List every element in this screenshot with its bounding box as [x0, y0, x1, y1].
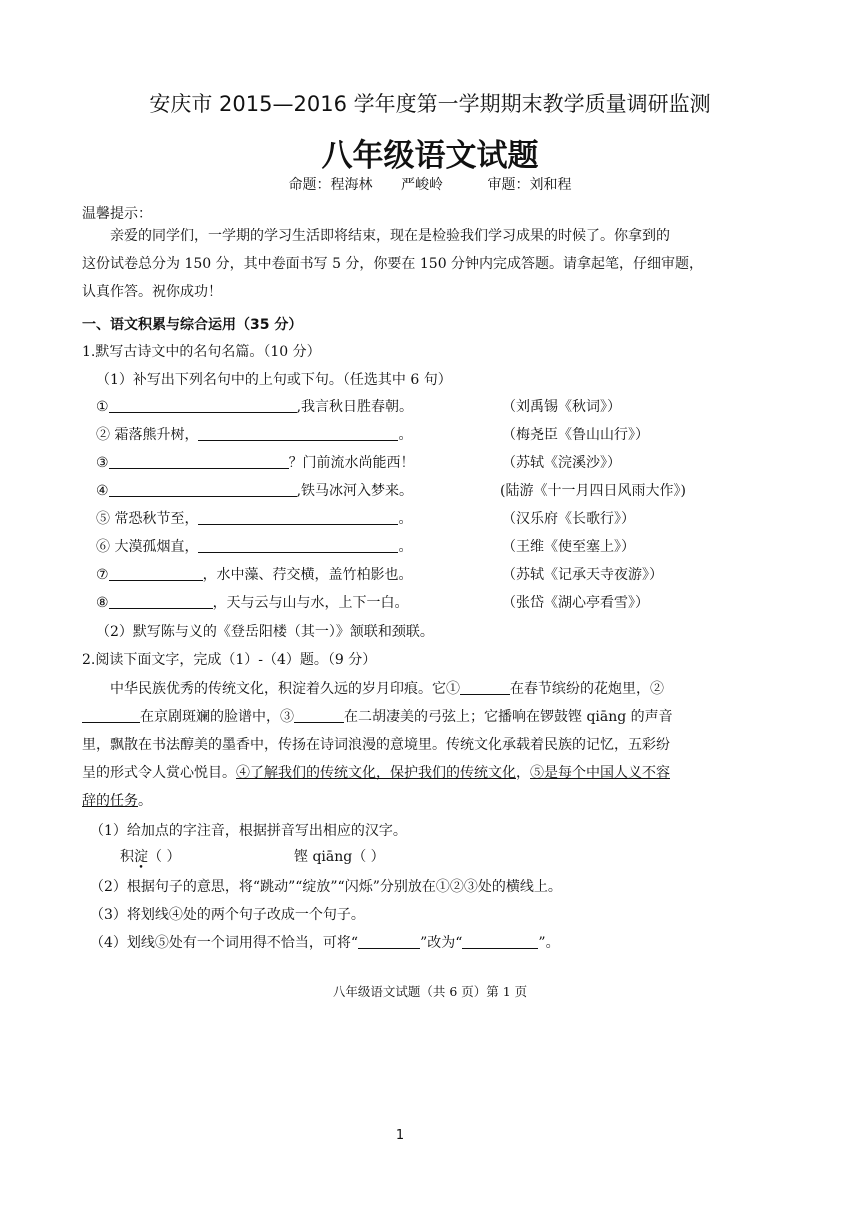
- underlined-sentence-5: ⑤是每个中国人义不容: [530, 765, 670, 781]
- answer-blank[interactable]: [462, 932, 538, 949]
- poem-source: （汉乐府《长歌行》）: [502, 511, 635, 527]
- item-number: ⑧: [96, 595, 109, 611]
- poem-row: [82, 449, 782, 477]
- author-second: 严峻岭: [401, 177, 443, 193]
- poem-text: 。: [398, 427, 413, 443]
- answer-blank[interactable]: [198, 508, 398, 525]
- item-number: ⑦: [96, 567, 109, 583]
- answer-blank[interactable]: [82, 706, 140, 723]
- answer-blank[interactable]: [358, 932, 420, 949]
- sub-question-4: [90, 932, 560, 952]
- tip-line: 亲爱的同学们，一学期的学习生活即将结束，现在是检验我们学习成果的时候了。你拿到的: [110, 228, 670, 244]
- question-text: ”。: [538, 935, 560, 951]
- answer-blank[interactable]: [109, 480, 297, 497]
- answer-blank[interactable]: [460, 678, 510, 695]
- page-title: 八年级语文试题: [321, 138, 539, 174]
- poem-source: (陆游《十一月四日风雨大作》): [500, 483, 686, 499]
- page-number: 1: [395, 1128, 405, 1143]
- author-setter: 命题：程海林: [288, 177, 373, 193]
- authors-line: [0, 174, 860, 194]
- poem-row: [82, 421, 782, 449]
- answer-blank[interactable]: [109, 592, 213, 609]
- poem-text: 常恐秋节至，: [110, 511, 199, 527]
- tip-line: 这份试卷总分为 150 分，其中卷面书写 5 分，你要在 150 分钟内完成答题。请拿起笔，仔细审题，: [82, 256, 704, 272]
- passage-text: 里，飘散在书法醇美的墨香中，传扬在诗词浪漫的意境里。传统文化承载着民族的记忆，五彩纷: [82, 737, 670, 753]
- answer-blank[interactable]: [294, 706, 344, 723]
- passage-text: 。: [138, 793, 152, 809]
- poem-row: [82, 561, 782, 589]
- underlined-sentence-5-end: 辞的任务: [82, 793, 138, 809]
- passage-text: 呈的形式令人赏心悦目。: [82, 765, 236, 781]
- poem-source: （苏轼《记承天寺夜游》）: [502, 567, 663, 583]
- poem-source: （梅尧臣《鲁山山行》）: [502, 427, 649, 443]
- sub-question-2: （2）根据句子的意思，将“跳动”“绽放”“闪烁”分别放在①②③处的横线上。: [90, 879, 562, 895]
- poem-text: ？门前流水尚能西！: [288, 455, 415, 471]
- passage-text: 在春节缤纷的花炮里，②: [510, 681, 664, 697]
- author-reviewer: 审题：刘和程: [487, 177, 572, 193]
- item-number: ④: [96, 483, 109, 499]
- answer-bracket[interactable]: （ ）: [148, 849, 181, 865]
- poem-source: （张岱《湖心亭看雪》）: [502, 595, 649, 611]
- poem-text: 霜落熊升树，: [110, 427, 199, 443]
- poem-text: 大漠孤烟直，: [110, 539, 199, 555]
- question-1-title: 1.默写古诗文中的名句名篇。（10 分）: [82, 344, 321, 360]
- exam-header: 安庆市 2015—2016 学年度第一学期期末教学质量调研监测: [149, 92, 711, 116]
- passage-text: 在京剧斑斓的脸谱中，③: [140, 709, 294, 725]
- tip-line: 认真作答。祝你成功！: [82, 284, 222, 300]
- question-text: ”改为“: [420, 935, 463, 951]
- poem-text: 。: [398, 511, 413, 527]
- poem-source: （苏轼《浣溪沙》）: [502, 455, 621, 471]
- dotted-char: 淀: [134, 849, 148, 865]
- question-1-part-2: （2）默写陈与义的《登岳阳楼（其一）》颔联和颈联。: [96, 624, 434, 640]
- item-number: ①: [96, 399, 109, 415]
- reading-passage: [82, 675, 782, 815]
- passage-text: ，: [516, 765, 530, 781]
- passage-text: 在二胡凄美的弓弦上；它播响在锣鼓铿 qiāng 的声音: [344, 709, 673, 725]
- answer-blank[interactable]: [109, 564, 203, 581]
- poem-source: （王维《使至塞上》）: [502, 539, 635, 555]
- item-number: ⑤: [96, 511, 110, 527]
- poem-source: （刘禹锡《秋词》）: [502, 399, 621, 415]
- item-number: ②: [96, 427, 110, 443]
- pinyin-item-2[interactable]: 铿 qiāng（ ）: [294, 849, 385, 865]
- item-number: ⑥: [96, 539, 110, 555]
- passage-text: 中华民族优秀的传统文化，积淀着久远的岁月印痕。它①: [110, 681, 460, 697]
- answer-blank[interactable]: [109, 396, 297, 413]
- poem-text: ，天与云与山与水，上下一白。: [212, 595, 409, 611]
- word-char: 积: [120, 849, 134, 865]
- poem-row: [82, 533, 782, 561]
- poem-text: ,我言秋日胜春朝。: [296, 399, 414, 415]
- underlined-sentence-4: ④了解我们的传统文化，保护我们的传统文化: [236, 765, 516, 781]
- poem-text: ，水中藻、荇交横，盖竹柏影也。: [202, 567, 413, 583]
- item-number: ③: [96, 455, 109, 471]
- answer-blank[interactable]: [198, 536, 398, 553]
- sub-question-1: （1）给加点的字注音，根据拼音写出相应的汉字。: [90, 823, 407, 839]
- poem-text: ,铁马冰河入梦来。: [296, 483, 414, 499]
- question-text: （4）划线⑤处有一个词用得不恰当，可将“: [90, 935, 359, 951]
- question-1-part-1: （1）补写出下列名句中的上句或下句。（任选其中 6 句）: [96, 372, 452, 388]
- answer-blank[interactable]: [109, 452, 289, 469]
- sub-question-3: （3）将划线④处的两个句子改成一个句子。: [90, 907, 365, 923]
- poem-row: [82, 393, 782, 421]
- tip-paragraph: [82, 222, 782, 306]
- pinyin-item-1: [120, 846, 180, 866]
- section-heading: 一、语文积累与综合运用（35 分）: [82, 317, 303, 333]
- poem-row: [82, 589, 782, 617]
- poem-text: 。: [398, 539, 413, 555]
- poem-row: [82, 477, 782, 505]
- tip-label: 温馨提示：: [82, 206, 152, 222]
- answer-blank[interactable]: [198, 424, 398, 441]
- question-2-title: 2.阅读下面文字，完成（1）-（4）题。（9 分）: [82, 652, 377, 668]
- page-footer: 八年级语文试题（共 6 页）第 1 页: [332, 984, 528, 999]
- poem-row: [82, 505, 782, 533]
